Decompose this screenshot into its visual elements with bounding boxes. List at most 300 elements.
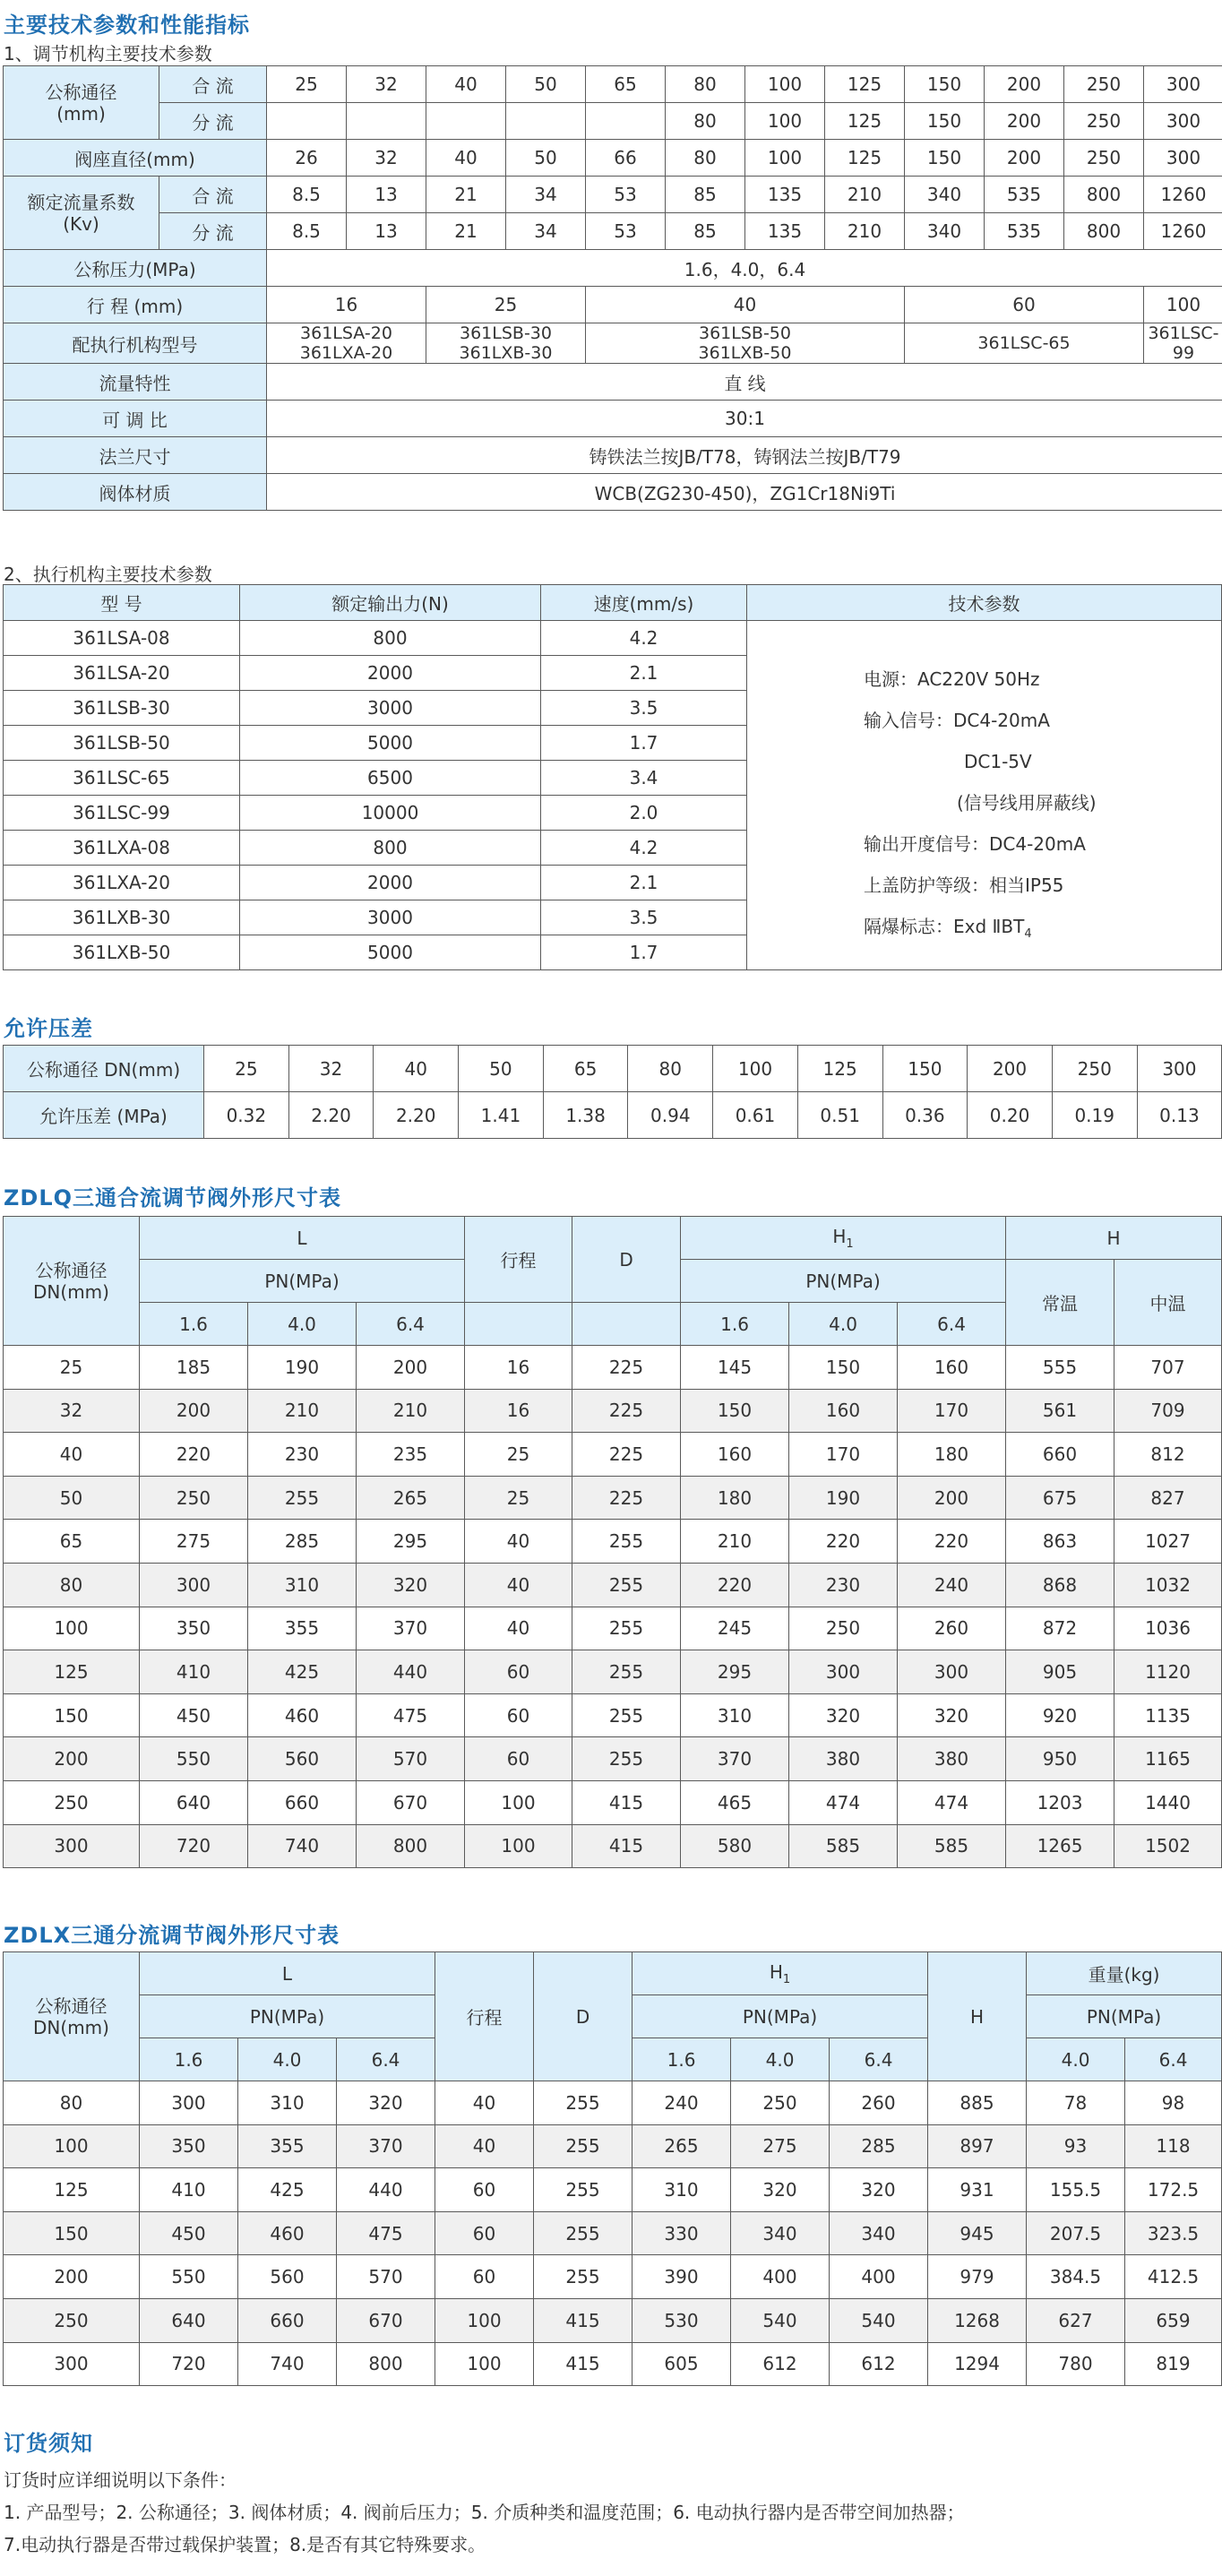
table-cell: 550	[140, 1737, 248, 1781]
table-cell: 320	[789, 1693, 898, 1737]
table-cell: 118	[1125, 2124, 1222, 2168]
table-cell: 265	[633, 2124, 731, 2168]
table-cell: 361LXA-08	[4, 831, 240, 866]
table-cell: 300	[4, 1824, 140, 1868]
column-header: 4.0	[248, 1303, 357, 1346]
table-cell: 60	[905, 287, 1144, 323]
table-cell: 255	[534, 2211, 633, 2255]
table-cell: 265	[357, 1476, 465, 1520]
table-cell: 1120	[1114, 1650, 1222, 1694]
table-cell: 66	[586, 140, 666, 177]
table-row	[4, 1389, 1222, 1433]
table-cell: 125	[825, 140, 905, 177]
table-cell: 320	[357, 1563, 465, 1607]
table-cell: 40	[4, 1433, 140, 1477]
table-cell: 100	[435, 2298, 534, 2342]
table-cell: 260	[898, 1607, 1006, 1650]
table-cell: 384.5	[1027, 2255, 1125, 2299]
table-cell: 800	[1064, 177, 1144, 213]
table-row	[4, 1563, 1222, 1607]
table-row	[4, 1346, 1222, 1390]
table-cell: 255	[572, 1693, 681, 1737]
table-cell: 250	[140, 1476, 248, 1520]
table-cell: 827	[1114, 1476, 1222, 1520]
table-cell: 40	[586, 287, 905, 323]
table-row	[4, 66, 1222, 103]
table-cell: 100	[4, 1607, 140, 1650]
table-cell: 1203	[1006, 1780, 1114, 1824]
table-cell: 340	[830, 2211, 928, 2255]
table-cell: 465	[681, 1780, 789, 1824]
table-cell: 555	[1006, 1346, 1114, 1390]
table-cell: 320	[830, 2168, 928, 2212]
ordering-notes-intro: 订货时应详细说明以下条件：	[4, 2469, 237, 2491]
table-cell: 25	[4, 1346, 140, 1390]
row-label: 合 流	[159, 177, 267, 213]
table-cell: 950	[1006, 1737, 1114, 1781]
column-header: L	[140, 1952, 435, 1995]
table-cell: 32	[347, 140, 426, 177]
table-cell: 361LSA-08	[4, 621, 240, 656]
column-header: L	[140, 1217, 465, 1260]
table-cell: 5000	[240, 726, 541, 761]
column-header: 1.6	[140, 2038, 238, 2081]
table-cell: 225	[572, 1433, 681, 1477]
table-cell: 250	[731, 2081, 830, 2125]
table-cell: 10000	[240, 796, 541, 831]
table-cell: 675	[1006, 1476, 1114, 1520]
table-cell: 868	[1006, 1563, 1114, 1607]
table-cell: 361LSB-50 361LXB-50	[586, 323, 905, 364]
table-cell: 340	[905, 213, 985, 250]
table-cell: 1.7	[541, 935, 747, 970]
table-cell: 170	[789, 1433, 898, 1477]
table-cell: 1032	[1114, 1563, 1222, 1607]
table-cell: 40	[426, 140, 506, 177]
table-row	[4, 2342, 1222, 2386]
main-specs-title: 主要技术参数和性能指标	[4, 13, 250, 38]
table-cell: 320	[898, 1693, 1006, 1737]
table-cell: 250	[1064, 103, 1144, 140]
table-cell: 255	[572, 1737, 681, 1781]
table-cell: 440	[357, 1650, 465, 1694]
table-cell: 190	[248, 1346, 357, 1390]
table-cell: 220	[681, 1563, 789, 1607]
table-cell: 40	[465, 1607, 572, 1650]
table-cell: 897	[928, 2124, 1027, 2168]
table-cell: 310	[681, 1693, 789, 1737]
empty-cell	[426, 103, 506, 140]
table-row	[4, 1433, 1222, 1477]
table-row	[4, 2211, 1222, 2255]
table-cell: 85	[666, 213, 745, 250]
table-cell: 0.51	[797, 1092, 882, 1139]
table-cell: 580	[681, 1824, 789, 1868]
table-row	[4, 1737, 1222, 1781]
table-cell: 5000	[240, 935, 541, 970]
header-subscript: 1	[846, 1236, 854, 1251]
column-header: 1.6	[140, 1303, 248, 1346]
table-cell: 200	[985, 103, 1064, 140]
table-cell: 150	[905, 66, 985, 103]
table-cell: 300	[1144, 103, 1222, 140]
table-cell: 0.20	[968, 1092, 1053, 1139]
table-cell: 255	[534, 2124, 633, 2168]
table-cell: 474	[789, 1780, 898, 1824]
table-cell: 25	[204, 1046, 289, 1092]
table-cell: 210	[357, 1389, 465, 1433]
tech-param-subscript: 4	[1024, 927, 1032, 941]
table-cell: 220	[898, 1520, 1006, 1564]
table-cell: 100	[465, 1780, 572, 1824]
table-row	[4, 177, 1222, 213]
table-cell: 720	[140, 2342, 238, 2386]
table-cell: 800	[240, 831, 541, 866]
table-cell: 150	[882, 1046, 968, 1092]
table-cell: 235	[357, 1433, 465, 1477]
column-header: D	[572, 1217, 681, 1303]
table-cell: 872	[1006, 1607, 1114, 1650]
table-cell: 4.2	[541, 621, 747, 656]
table-cell: 390	[633, 2255, 731, 2299]
table-cell: 300	[140, 2081, 238, 2125]
table-cell: 50	[4, 1476, 140, 1520]
table-cell: 53	[586, 177, 666, 213]
table-cell: 0.13	[1137, 1092, 1222, 1139]
table-cell: 125	[825, 66, 905, 103]
column-header: PN(MPa)	[140, 1995, 435, 2038]
table-cell: 78	[1027, 2081, 1125, 2125]
table-row	[4, 250, 1222, 287]
table-cell: 100	[713, 1046, 798, 1092]
table-cell: 550	[140, 2255, 238, 2299]
table-row	[4, 140, 1222, 177]
table-cell: 1502	[1114, 1824, 1222, 1868]
row-label: 配执行机构型号	[4, 323, 267, 364]
table-cell: 230	[789, 1563, 898, 1607]
column-header: 6.4	[1125, 2038, 1222, 2081]
table-cell: 330	[633, 2211, 731, 2255]
table-cell: 2000	[240, 656, 541, 691]
table-cell: 直 线	[267, 364, 1222, 401]
table-cell: 34	[506, 213, 586, 250]
table-cell: 415	[572, 1824, 681, 1868]
table-cell: 40	[426, 66, 506, 103]
table-cell: 250	[1052, 1046, 1137, 1092]
table-cell: 560	[248, 1737, 357, 1781]
tech-param-line	[864, 865, 1221, 906]
table-cell: 410	[140, 2168, 238, 2212]
table-cell: 415	[534, 2342, 633, 2386]
table-cell: 300	[1137, 1046, 1222, 1092]
table-cell: 172.5	[1125, 2168, 1222, 2212]
table-cell: 1260	[1144, 213, 1222, 250]
column-header: 6.4	[337, 2038, 435, 2081]
column-header: D	[534, 1952, 633, 2081]
table-cell: 720	[140, 1824, 248, 1868]
table-cell: 255	[248, 1476, 357, 1520]
table-cell: 150	[905, 103, 985, 140]
table-cell: 1165	[1114, 1737, 1222, 1781]
row-label: 公称通径 DN(mm)	[4, 1046, 204, 1092]
table-row	[4, 1607, 1222, 1650]
table-cell: 415	[572, 1780, 681, 1824]
table-cell: 250	[4, 2298, 140, 2342]
table-cell: 50	[506, 66, 586, 103]
table-cell: 25	[465, 1433, 572, 1477]
table-cell: 32	[288, 1046, 374, 1092]
allowable-dp-title: 允许压差	[4, 1016, 93, 1041]
table-cell: 800	[337, 2342, 435, 2386]
tech-param-text: (信号线用屏蔽线)	[957, 792, 1097, 814]
table-cell: 812	[1114, 1433, 1222, 1477]
table-row	[4, 1693, 1222, 1737]
table-cell: 361LSC-99	[1144, 323, 1222, 364]
table-cell: 310	[248, 1563, 357, 1607]
table-cell: 2.20	[374, 1092, 459, 1139]
table-row	[4, 103, 1222, 140]
table-cell: 475	[337, 2211, 435, 2255]
table-cell: 370	[681, 1737, 789, 1781]
table-cell: 155.5	[1027, 2168, 1125, 2212]
table-cell: 3.5	[541, 900, 747, 935]
table-cell: 800	[1064, 213, 1144, 250]
empty-cell	[586, 103, 666, 140]
table-cell: 931	[928, 2168, 1027, 2212]
ordering-notes-line: 7.电动执行器是否带过载保护装置；8.是否有其它特殊要求。	[4, 2534, 486, 2555]
table-cell: 32	[347, 66, 426, 103]
table-cell: 200	[4, 1737, 140, 1781]
empty-cell	[465, 1303, 572, 1346]
table-cell: 150	[4, 1693, 140, 1737]
table-cell: 210	[248, 1389, 357, 1433]
table-cell: 1.41	[459, 1092, 544, 1139]
table-cell: 535	[985, 213, 1064, 250]
table-cell: 207.5	[1027, 2211, 1125, 2255]
table-cell: 2.1	[541, 866, 747, 900]
tech-param-text: 输入信号：DC4-20mA	[864, 710, 1050, 731]
table-cell: 530	[633, 2298, 731, 2342]
table-cell: 361LSB-30	[4, 691, 240, 726]
table-cell: 920	[1006, 1693, 1114, 1737]
table-cell: 135	[745, 213, 825, 250]
table-cell: 460	[238, 2211, 337, 2255]
table-cell: 979	[928, 2255, 1027, 2299]
column-header: 中温	[1114, 1260, 1222, 1346]
table-row	[4, 1650, 1222, 1694]
table-cell: 540	[731, 2298, 830, 2342]
table-cell: 160	[789, 1389, 898, 1433]
table-cell: 361LXB-50	[4, 935, 240, 970]
table-cell: 150	[681, 1389, 789, 1433]
table-cell: 0.36	[882, 1092, 968, 1139]
table-cell: 310	[633, 2168, 731, 2212]
table-cell: 800	[240, 621, 541, 656]
table-cell: 255	[572, 1650, 681, 1694]
table-cell: 0.61	[713, 1092, 798, 1139]
tech-params-cell	[747, 621, 1222, 970]
table-cell: 80	[4, 1563, 140, 1607]
table-cell: 450	[140, 1693, 248, 1737]
column-header	[681, 1217, 1006, 1260]
table-cell: 185	[140, 1346, 248, 1390]
table-cell: 350	[140, 2124, 238, 2168]
table-cell: 80	[628, 1046, 713, 1092]
tech-param-line	[864, 782, 1221, 823]
empty-cell	[347, 103, 426, 140]
column-header: 常温	[1006, 1260, 1114, 1346]
tech-param-text: 输出开度信号：DC4-20mA	[864, 833, 1086, 855]
table-cell: 150	[789, 1346, 898, 1390]
table-cell: 21	[426, 177, 506, 213]
table-cell: 570	[337, 2255, 435, 2299]
table-cell: 60	[465, 1693, 572, 1737]
table-cell: 819	[1125, 2342, 1222, 2386]
table-cell: 670	[357, 1780, 465, 1824]
table-cell: 6500	[240, 761, 541, 796]
table-cell: 295	[681, 1650, 789, 1694]
row-label: 分 流	[159, 213, 267, 250]
regulating-mechanism-subtitle: 1、调节机构主要技术参数	[4, 43, 212, 65]
table-row	[4, 1520, 1222, 1564]
column-header: 公称通径 DN(mm)	[4, 1217, 140, 1346]
tech-param-text: DC1-5V	[964, 751, 1032, 772]
table-cell: 3.5	[541, 691, 747, 726]
table-cell: 160	[681, 1433, 789, 1477]
table-cell: 170	[898, 1389, 1006, 1433]
table-cell: 260	[830, 2081, 928, 2125]
column-header: 6.4	[830, 2038, 928, 2081]
table-cell: 100	[745, 140, 825, 177]
tech-param-line	[864, 741, 1221, 782]
table-cell: 1.7	[541, 726, 747, 761]
table-cell: 220	[789, 1520, 898, 1564]
table-cell: 32	[4, 1389, 140, 1433]
table-cell: 659	[1125, 2298, 1222, 2342]
table-cell: 60	[435, 2168, 534, 2212]
table-cell: 323.5	[1125, 2211, 1222, 2255]
table-cell: 300	[789, 1650, 898, 1694]
table-cell: 2.0	[541, 796, 747, 831]
table-cell: 65	[586, 66, 666, 103]
row-label: 分 流	[159, 103, 267, 140]
table-cell: 361LSB-50	[4, 726, 240, 761]
table-cell: 1260	[1144, 177, 1222, 213]
table-cell: 300	[1144, 66, 1222, 103]
table-cell: 50	[506, 140, 586, 177]
table-cell: 80	[666, 66, 745, 103]
table-cell: 885	[928, 2081, 1027, 2125]
table-cell: 300	[898, 1650, 1006, 1694]
table-cell: 16	[465, 1389, 572, 1433]
regulating-params-table	[3, 65, 1222, 511]
table-cell: 240	[633, 2081, 731, 2125]
table-cell: 250	[789, 1607, 898, 1650]
table-cell: 1294	[928, 2342, 1027, 2386]
table-cell: 53	[586, 213, 666, 250]
column-header: 4.0	[731, 2038, 830, 2081]
table-cell: 250	[1064, 140, 1144, 177]
table-cell: 80	[4, 2081, 140, 2125]
table-cell: 1268	[928, 2298, 1027, 2342]
table-cell: 250	[4, 1780, 140, 1824]
table-row	[4, 1046, 1222, 1092]
table-cell: 1.38	[543, 1092, 628, 1139]
row-label: 允许压差 (MPa)	[4, 1092, 204, 1139]
table-cell: 410	[140, 1650, 248, 1694]
table-cell: 26	[267, 140, 347, 177]
table-cell: 100	[465, 1824, 572, 1868]
table-cell: 230	[248, 1433, 357, 1477]
table-cell: 125	[4, 2168, 140, 2212]
table-cell: 2000	[240, 866, 541, 900]
table-cell: 275	[140, 1520, 248, 1564]
table-cell: 612	[830, 2342, 928, 2386]
table-cell: 3000	[240, 900, 541, 935]
table-cell: 93	[1027, 2124, 1125, 2168]
table-cell: 475	[357, 1693, 465, 1737]
table-cell: 25	[465, 1476, 572, 1520]
row-label: 公称通径 (mm)	[4, 66, 159, 140]
table-cell: 300	[140, 1563, 248, 1607]
table-cell: 320	[731, 2168, 830, 2212]
actuator-subtitle: 2、执行机构主要技术参数	[4, 564, 212, 585]
table-cell: 190	[789, 1476, 898, 1520]
table-cell: 585	[789, 1824, 898, 1868]
table-cell: 863	[1006, 1520, 1114, 1564]
table-cell: 135	[745, 177, 825, 213]
table-cell: 560	[238, 2255, 337, 2299]
table-cell: 255	[572, 1607, 681, 1650]
header-subscript: 1	[782, 1972, 791, 1986]
zdlx-title: ZDLX三通分流调节阀外形尺寸表	[4, 1923, 340, 1948]
table-cell: 340	[905, 177, 985, 213]
table-cell: 585	[898, 1824, 1006, 1868]
table-cell: 300	[4, 2342, 140, 2386]
table-cell: 412.5	[1125, 2255, 1222, 2299]
column-header	[633, 1952, 928, 1995]
table-row	[4, 1824, 1222, 1868]
table-cell: 612	[731, 2342, 830, 2386]
zdlq-dimension-table	[3, 1216, 1222, 1868]
actuator-params-table	[3, 584, 1222, 970]
row-label: 公称压力(MPa)	[4, 250, 267, 287]
table-cell: 100	[4, 2124, 140, 2168]
column-header: 1.6	[633, 2038, 731, 2081]
table-cell: 220	[140, 1433, 248, 1477]
row-label: 法兰尺寸	[4, 437, 267, 474]
table-cell: 65	[4, 1520, 140, 1564]
table-cell: 16	[267, 287, 426, 323]
table-cell: 361LSC-65	[905, 323, 1144, 364]
table-cell: 670	[337, 2298, 435, 2342]
table-row	[4, 585, 1222, 621]
table-cell: 0.19	[1052, 1092, 1137, 1139]
table-row	[4, 323, 1222, 364]
table-cell: 200	[898, 1476, 1006, 1520]
table-cell: 905	[1006, 1650, 1114, 1694]
column-header: 行程	[435, 1952, 534, 2081]
column-header: 额定输出力(N)	[240, 585, 541, 621]
table-cell: 8.5	[267, 213, 347, 250]
table-row	[4, 474, 1222, 511]
column-header: PN(MPa)	[633, 1995, 928, 2038]
table-cell: 98	[1125, 2081, 1222, 2125]
table-cell: 40	[374, 1046, 459, 1092]
table-cell: 627	[1027, 2298, 1125, 2342]
table-cell: 4.2	[541, 831, 747, 866]
table-row	[4, 2168, 1222, 2212]
